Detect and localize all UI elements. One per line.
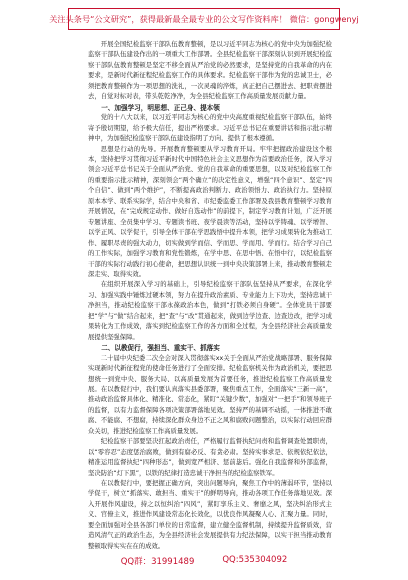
section-1-heading: 一、加强学习，明思想、正己身、提本领: [101, 103, 220, 112]
section-1-paragraph-2: 思想是行动的先导。开展教育整顿要从学习教育开局。牢牢把握政治建设这个根本，坚持把学习贯彻习近平新时代中国特色社会主义思想作为首要政治任务，深入学习领会习近平总书记关于全面从严治党、党的自我革命的重要思想，以及对纪检监察工作的重要指示批示精神，深刻领会“两个确立”的决定性意义，增强“四个意识”、坚定“四个自信”、做到“两个维护”，不断提高政治判断力、政治领悟力、政治执行力。坚持原原本本学、联系实际学，结合中央和省、市纪委监委工作部署及我县教育整顿学习教育开展情况，在“完成规定动作、做好自选动作”的前提下，制定学习教育计划，广泛开展专题讲座、全员集中学习、专题读书班、夜学晨读等活动，坚持以学铸魂、以学增智、以学正风、以学促干，引导全体干部在学思践悟中提升本领，把学习成果转化为推动工作、履职尽责的强大动力，切实做到学而信、学而思、学而用、学而行。结合学习自己的工作实际，加强学习教育和党性锻炼，在学中思、在思中悟、在悟中行，以纪检监察干部的实际行动践行初心使命，把思想认识统一到中央决策部署上来，推动教育整顿走深走实、取得实效。: [88, 145, 332, 278]
section-2-paragraph-3: 在以教促行中，要把握正确方向，突出问题导向，聚焦工作中的薄弱环节，坚持以学促干，树立“抓落实、敢担当、重实干”的鲜明导向，推动各项工作任务落地见效。深入开展作风建设，持之以恒纠治“四风”，紧盯享乐主义、奢靡之风，坚决纠治形式主义、官僚主义，推进作风建设常态化长效化，以优良作风凝聚人心、汇聚力量。同时，要全面加强对全县各部门单位的日常监督，建立健全监督机制，持续提升监督质效，营造风清气正的政治生态，为全县经济社会发展提供有力纪法保障，以实干担当推动教育整顿取得实实在在的成效。: [88, 480, 332, 550]
intro-paragraph: 开展全国纪检监察干部队伍教育整顿，是以习近平同志为核心的党中央为加强纪检监察干部队伍建设作出的一项重大工作部署。全县纪检监察干部深刻认识到开展纪检监察干部队伍教育整顿是坚定不移全面从严治党的必然要求，是坚持党的自我革命的内在要求，是新时代新征程纪检监察工作的具体要求。纪检监察干部作为党的忠诚卫士，必须把教育整顿作为一项思想的洗礼，一次灵魂的淬炼，真正把自己摆进去、把职责摆进去，自觉对标对表，带头乾乾净净，为全县纪检监察工作高质量发展贡献力量。: [88, 41, 332, 101]
section-2-heading: 二、以教促行，强担当、重实干、抓落实: [101, 344, 220, 353]
section-1-paragraph-3: 在组织开展深入学习的基础上，引导纪检监察干部队伍坚持从严要求，在深化学习、加强实践中锤炼过硬本领，努力在提升政治素质、专业能力上下功夫，坚持忠诚干净担当，推动纪检监察干部永葆政治本色，做到“打铁必须自身硬”。全体党员干部要把“学”与“做”结合起来，把“查”与“改”贯通起来，做到边学边查、边查边改，把学习成果转化为工作成效，落实到纪检监察工作的各方面和全过程，为全县经济社会高质量发展提供坚强保障。: [88, 281, 332, 341]
footer: [0, 555, 408, 567]
document-body: [88, 40, 332, 552]
section-1-paragraph-1: 党的十八大以来，以习近平同志为核心的党中央高度重视纪检监察干部队伍，始终寄予殷切期望，给予极大信任，提出严格要求。习近平总书记在重要讲话和指示批示精神中，为加强纪检监察干部队伍建设指明了方向、提供了根本遵循。: [88, 114, 332, 143]
section-2-paragraph-2: 纪检监察干部要坚决扛起政治责任，严格履行监督执纪问责和监督调查处置职责，以“零容忍”态度惩治腐败，做到有腐必反、有贪必肃。坚持实事求是、依规依纪依法，精准运用监督执纪“四种形态”，做到宽严相济、惩前毖后。强化自我监督和外部监督，坚决防治“灯下黑”，以铁的纪律打造忠诚干净担当的纪检监察铁军。: [88, 438, 332, 477]
header-banner: 关注头条号“公文研究”，获得最新最全最专业的公文写作资料库！ 微信：gongwenyj: [68, 8, 340, 30]
section-2-paragraph-1: 二十届中央纪委二次全会对深入贯彻落实xx关于全面从严治党战略部署、服务保障实现新时代新征程党的使命任务进行了全面安排。纪检监察机关作为政治机关，要把思想统一到党中央、服务大局、以高质量发展为首要任务，推进纪检监察工作高质量发展。在以教促行中，我们要认真落实县委部署，聚焦重点工作，全面落实“三新一高”，推动政治监督具体化、精准化、常态化，紧盯“关键少数”，加强对“一把手”和领导班子的监督，以有力监督保障各项决策部署落地见效。坚持严的基调不动摇，一体推进不敢腐、不能腐、不想腐，持续深化群众身边不正之风和腐败问题整治，以实际行动回应群众关切，推进纪检监察工作高质量发展。: [88, 354, 332, 435]
footer-qq-group: QQ群：31991489: [120, 557, 195, 567]
footer-qq: QQ:535304092: [222, 555, 288, 565]
